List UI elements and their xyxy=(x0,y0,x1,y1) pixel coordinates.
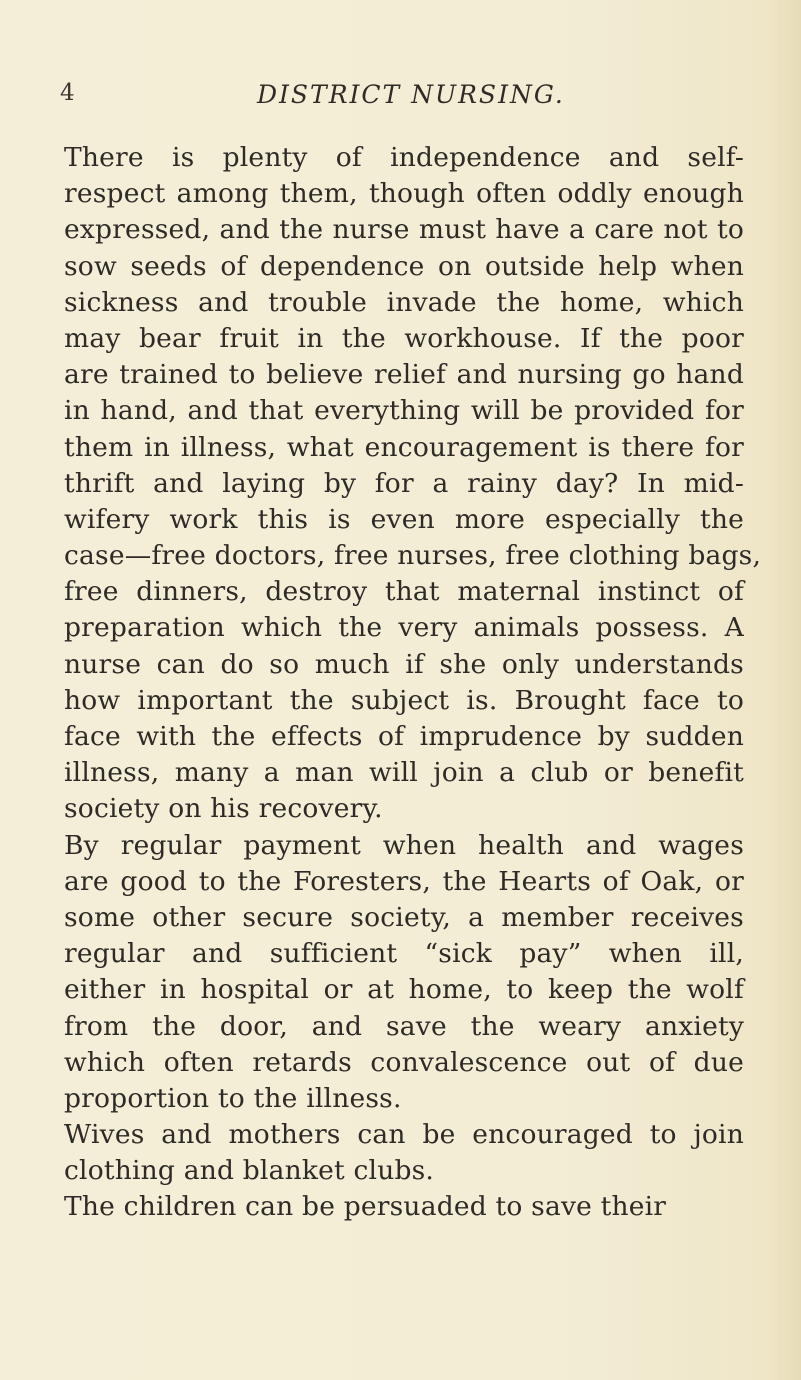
text-line: sickness and trouble invade the home, which xyxy=(64,286,744,318)
text-line: sow seeds of dependence on outside help when xyxy=(64,250,744,282)
text-line: them in illness, what encouragement is there for xyxy=(64,431,744,463)
running-head: DISTRICT NURSING. xyxy=(257,80,565,109)
text-line: respect among them, though often oddly enough xyxy=(64,178,744,210)
text-line: some other secure society, a member receives xyxy=(64,901,744,933)
text-line: from the door, and save the weary anxiety xyxy=(64,1010,744,1042)
text-line: expressed, and the nurse must have a care not to xyxy=(64,214,744,246)
text-line: nurse can do so much if she only understands xyxy=(64,648,744,680)
text-line: are trained to believe relief and nursing go hand xyxy=(64,359,744,391)
text-line: either in hospital or at home, to keep the wolf xyxy=(64,974,744,1006)
text-line: There is plenty of independence and self- xyxy=(64,142,744,173)
text-line: proportion to the illness. xyxy=(64,1082,402,1114)
text-line: clothing and blanket clubs. xyxy=(64,1155,435,1187)
text-line: may bear fruit in the workhouse. If the poor xyxy=(64,322,744,354)
text-line: The children can be persuaded to save their xyxy=(64,1191,667,1223)
page-header xyxy=(60,80,760,120)
body-text xyxy=(64,140,762,1226)
text-line: in hand, and that everything will be provided for xyxy=(64,395,744,427)
text-line: By regular payment when health and wages xyxy=(64,829,744,861)
text-line: society on his recovery. xyxy=(64,793,383,825)
text-line: Wives and mothers can be encouraged to join xyxy=(64,1119,744,1151)
text-line: how important the subject is. Brought face to xyxy=(64,684,744,716)
text-line: preparation which the very animals possess. A xyxy=(64,612,744,644)
text-line: face with the effects of imprudence by sudden xyxy=(64,721,744,752)
text-line: case—free doctors, free nurses, free clothing bags, xyxy=(64,540,762,572)
text-line: are good to the Foresters, the Hearts of Oak, or xyxy=(64,865,744,897)
text-line: wifery work this is even more especially the xyxy=(64,503,744,535)
text-line: thrift and laying by for a rainy day? In mid- xyxy=(64,467,744,499)
text-line: free dinners, destroy that maternal instinct of xyxy=(64,576,744,608)
text-line: illness, many a man will join a club or benefit xyxy=(64,757,744,789)
page-number: 4 xyxy=(60,80,75,106)
text-line: regular and sufficient “sick pay” when ill, xyxy=(64,938,744,970)
text-line: which often retards convalescence out of due xyxy=(64,1046,744,1078)
